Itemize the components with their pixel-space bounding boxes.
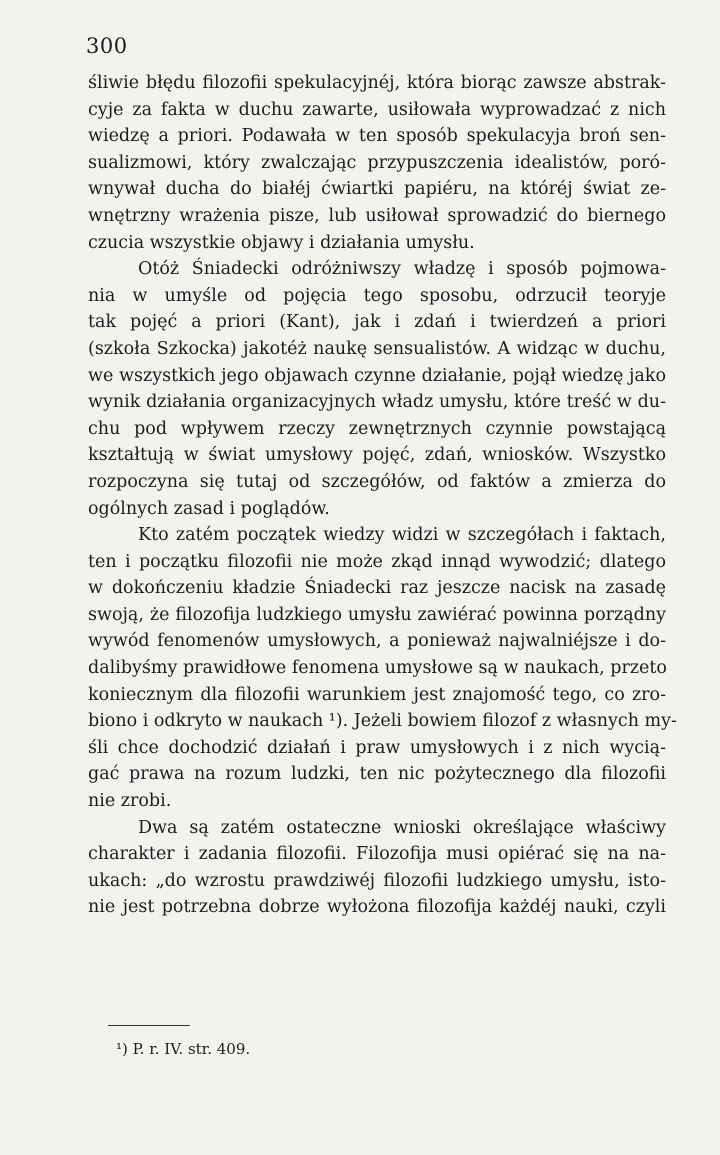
- text-line: (szkoła Szkocka) jakotéż naukę sensualistów. A widząc w duchu,: [88, 338, 666, 359]
- text-line: gać prawa na rozum ludzki, ten nic pożytecznego dla filozofii: [88, 764, 666, 785]
- text-line: kształtują w świat umysłowy pojęć, zdań, wniosków. Wszystko: [88, 445, 666, 466]
- text-line: wiedzę a priori. Podawała w ten sposób spekulacyja broń sen-: [88, 126, 666, 147]
- text-line: śliwie błędu filozofii spekulacyjnéj, która biorąc zawsze abstrak-: [88, 73, 666, 93]
- text-line: charakter i zadania filozofii. Filozofija musi opiérać się na na-: [88, 844, 666, 865]
- text-line: Otóż Śniadecki odróżniwszy władzę i sposób pojmowa-: [138, 259, 666, 280]
- text-line: wnętrzny wrażenia pisze, lub usiłował sprowadzić do biernego: [88, 205, 666, 226]
- text-line: we wszystkich jego objawach czynne działanie, pojął wiedzę jako: [88, 365, 666, 386]
- text-line: biono i odkryto w naukach ¹). Jeżeli bowiem filozof z własnych my-: [88, 711, 677, 732]
- text-line: chu pod wpływem rzeczy zewnętrznych czynnie powstającą: [88, 418, 666, 439]
- text-line: śli chce dochodzić działań i praw umysłowych i z nich wycią-: [88, 737, 666, 758]
- text-line: ogólnych zasad i poglądów.: [88, 498, 330, 519]
- text-line: cyje za fakta w duchu zawarte, usiłowała wyprowadzać z nich: [88, 99, 666, 120]
- text-line: w dokończeniu kładzie Śniadecki raz jeszcze nacisk na zasadę: [88, 578, 666, 599]
- page-number: 300: [86, 34, 128, 58]
- text-line: Dwa są zatém ostateczne wnioski określające właściwy: [138, 817, 666, 838]
- text-line: swoją, że filozofija ludzkiego umysłu zawiérać powinna porządny: [88, 604, 666, 625]
- text-line: wynik działania organizacyjnych władz umysłu, które treść w du-: [88, 392, 666, 413]
- text-line: nie zrobi.: [88, 791, 172, 812]
- text-line: tak pojęć a priori (Kant), jak i zdań i twierdzeń a priori: [88, 312, 666, 333]
- footnote: ¹) P. r. IV. str. 409.: [116, 1040, 251, 1058]
- footnote-rule: [108, 1025, 190, 1026]
- text-line: dalibyśmy prawidłowe fenomena umysłowe są w naukach, przeto: [88, 658, 667, 679]
- body-text: [88, 70, 677, 921]
- text-line: nia w umyśle od pojęcia tego sposobu, odrzucił teoryje: [88, 285, 666, 306]
- text-line: sualizmowi, który zwalczając przypuszczenia idealistów, poró-: [88, 152, 666, 173]
- text-line: ukach: „do wzrostu prawdziwéj filozofii ludzkiego umysłu, isto-: [88, 870, 666, 891]
- text-line: wnywał ducha do białéj ćwiartki papiéru, na któréj świat ze-: [88, 179, 666, 200]
- text-line: czucia wszystkie objawy i działania umysłu.: [88, 232, 475, 253]
- text-line: ten i początku filozofii nie może zkąd innąd wywodzić; dlatego: [88, 551, 666, 572]
- text-line: Kto zatém początek wiedzy widzi w szczegółach i faktach,: [138, 525, 666, 546]
- text-line: koniecznym dla filozofii warunkiem jest znajomość tego, co zro-: [88, 684, 666, 705]
- text-line: wywód fenomenów umysłowych, a ponieważ najwalniéjsze i do-: [88, 631, 666, 652]
- text-line: rozpoczyna się tutaj od szczegółów, od faktów a zmierza do: [88, 471, 666, 492]
- text-line: nie jest potrzebna dobrze wyłożona filozofija każdéj nauki, czyli: [88, 897, 666, 918]
